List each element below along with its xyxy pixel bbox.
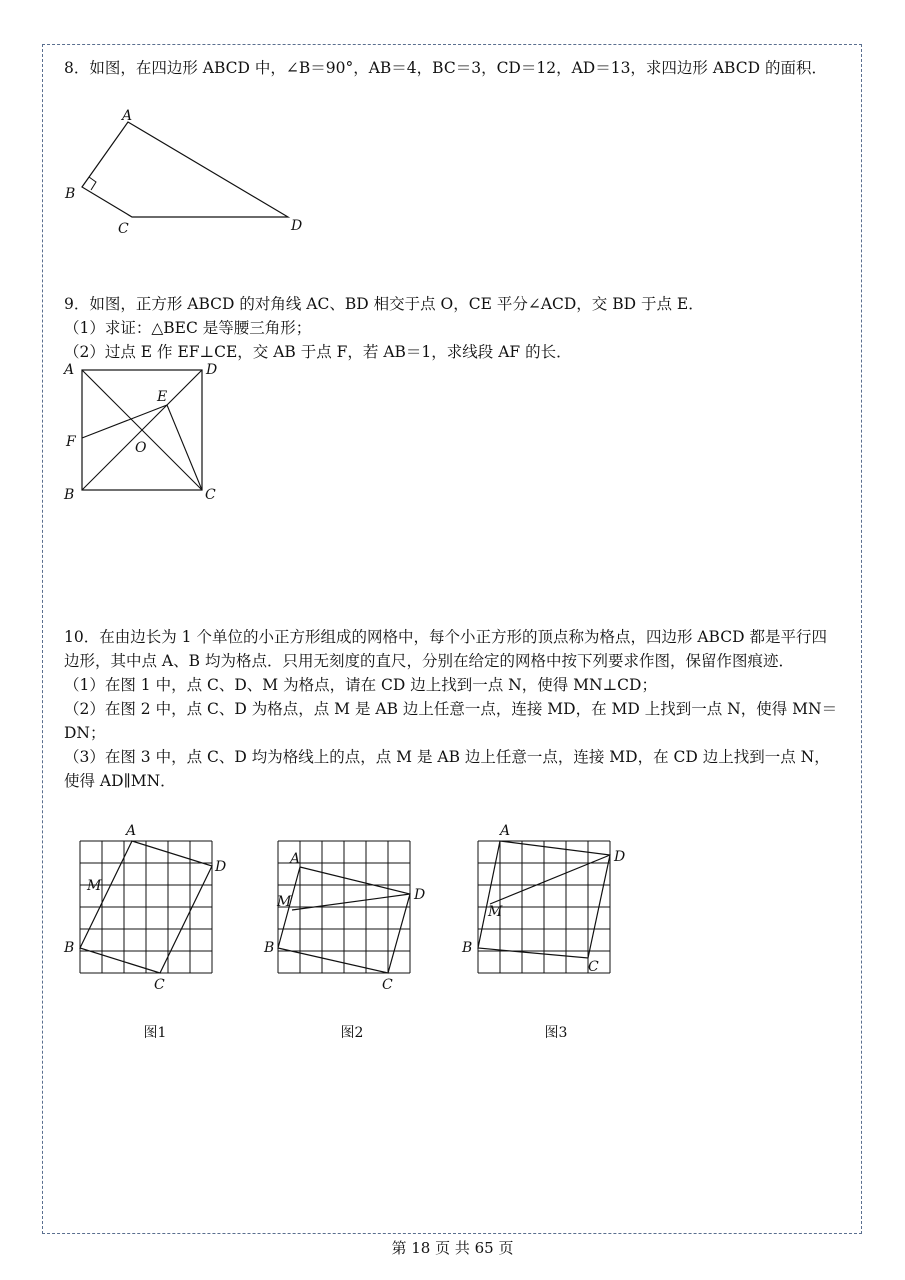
label-B: B — [65, 186, 76, 202]
label-D: D — [291, 218, 303, 234]
question-10 — [64, 625, 842, 793]
question-10-intro: 10．在由边长为 1 个单位的小正方形组成的网格中，每个小正方形的顶点称为格点，四边形 ABCD 都是平行四边形，其中点 A、B 均为格点．只用无刻度的直尺，分别在给定的网格中按下列要求作图，保留作图痕迹． — [64, 628, 827, 670]
caption-figure-3: 图3 — [544, 1025, 568, 1041]
figure-q9-square — [60, 360, 230, 510]
question-9-line1: 9．如图，正方形 ABCD 的对角线 AC、BD 相交于点 O，CE 平分∠ACD，交 BD 于点 E． — [64, 295, 704, 313]
question-10-part3: （3）在图 3 中，点 C、D 均为格线上的点，点 M 是 AB 边上任意一点，连接 MD，在 CD 边上找到一点 N，使得 AD∥MN． — [64, 748, 830, 790]
label-A: A — [500, 823, 511, 839]
label-A: A — [122, 108, 133, 124]
label-C: C — [205, 487, 216, 503]
caption-figure-1: 图1 — [143, 1025, 167, 1041]
question-10-part2: （2）在图 2 中，点 C、D 为格点，点 M 是 AB 边上任意一点，连接 MD，在 MD 上找到一点 N，使得 MN＝DN； — [64, 700, 838, 742]
label-A: A — [64, 362, 75, 378]
label-B: B — [64, 940, 75, 956]
label-D: D — [414, 887, 426, 903]
label-C: C — [154, 977, 165, 993]
label-D: D — [614, 849, 626, 865]
question-10-part1: （1）在图 1 中，点 C、D、M 为格点，请在 CD 边上找到一点 N，使得 MN⊥CD； — [64, 676, 657, 694]
question-9 — [64, 292, 842, 364]
label-F: F — [66, 434, 76, 450]
question-9-line3: （2）过点 E 作 EF⊥CE，交 AB 于点 F，若 AB＝1，求线段 AF 的长． — [64, 343, 572, 361]
page-footer: 第 18 页 共 65 页 — [391, 1239, 514, 1257]
label-C: C — [588, 959, 599, 975]
label-C: C — [382, 977, 393, 993]
label-M: M — [87, 878, 102, 894]
question-9-line2: （1）求证：△BEC 是等腰三角形； — [64, 319, 312, 337]
figure-grid-2 — [262, 818, 442, 998]
figure-q8-quadrilateral — [60, 105, 320, 240]
figure-grid-3 — [460, 818, 640, 998]
label-A: A — [290, 851, 301, 867]
label-D: D — [215, 859, 227, 875]
label-B: B — [462, 940, 473, 956]
label-B: B — [264, 940, 275, 956]
label-B: B — [64, 487, 75, 503]
label-D: D — [206, 362, 218, 378]
label-O: O — [135, 440, 147, 456]
question-8 — [64, 56, 842, 80]
question-8-text: 8．如图，在四边形 ABCD 中，∠B＝90°，AB＝4，BC＝3，CD＝12，AD＝13，求四边形 ABCD 的面积． — [64, 59, 827, 77]
label-A: A — [126, 823, 137, 839]
figure-grid-1 — [60, 818, 240, 998]
label-M: M — [277, 894, 292, 910]
label-C: C — [118, 221, 129, 237]
label-E: E — [157, 389, 168, 405]
caption-figure-2: 图2 — [340, 1025, 364, 1041]
label-M: M — [488, 904, 503, 920]
